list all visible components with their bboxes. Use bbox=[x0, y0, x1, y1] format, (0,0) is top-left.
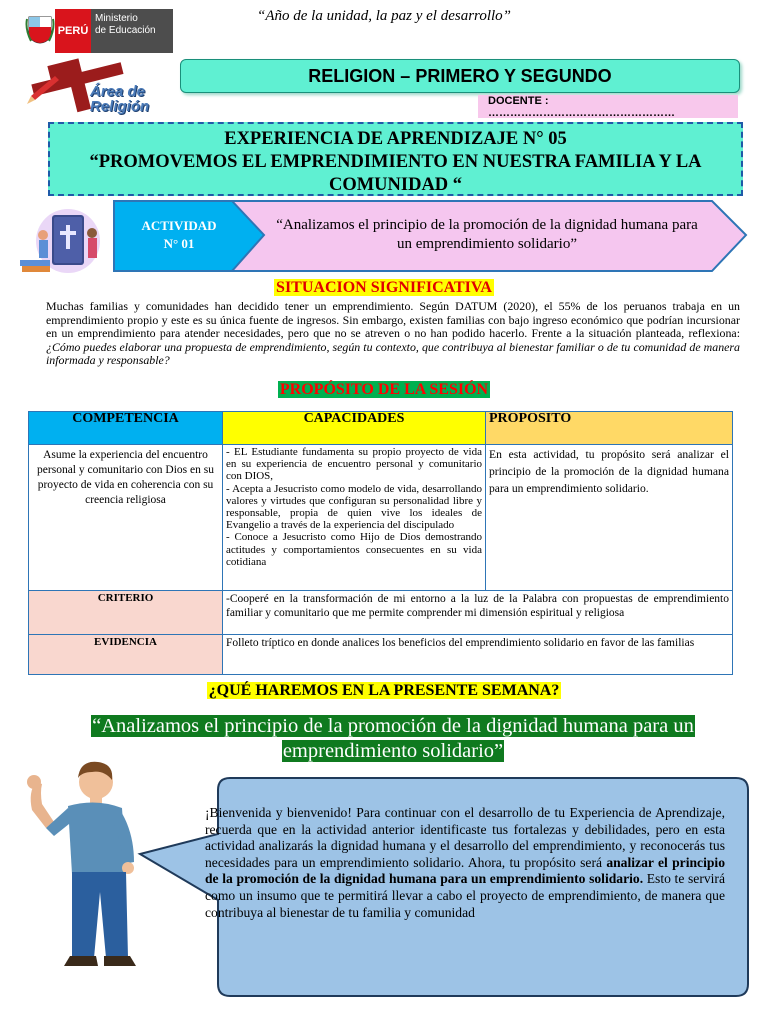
evidencia-label: EVIDENCIA bbox=[29, 635, 223, 675]
table-row bbox=[29, 445, 733, 591]
activity-title: “Analizamos el principio de la promoción de la dignidad humana para un emprendimiento solidario” bbox=[276, 217, 698, 252]
table-header-row bbox=[29, 412, 733, 445]
course-title: RELIGION – PRIMERO Y SEGUNDO bbox=[180, 59, 740, 93]
capacidades-cell bbox=[223, 445, 486, 591]
peru-label: PERÚ bbox=[55, 9, 91, 53]
situation-text: Muchas familias y comunidades han decidido tener un emprendimiento. Según DATUM (2020), el 55% de los peruanos trabaja en un emprendimiento propio y este es su única fuente de ingresos. Sin embargo, existen familias con bajo ingreso económico que podrían incursionar en un emprendimiento para atender necesidades, pero que no se atreven o no han podido hacerlo. Frente a la situación planteada, reflexiona: bbox=[46, 299, 740, 340]
ministry-line1: Ministerio bbox=[95, 13, 138, 24]
activity-label-line1: ACTIVIDAD bbox=[141, 218, 217, 233]
evidencia-text: Folleto tríptico en donde analices los beneficios del emprendimiento solidario en favor de las familias bbox=[223, 635, 733, 675]
week-heading bbox=[0, 682, 768, 700]
bubble-bold-text: analizar el principio de la promoción de la dignidad humana para un emprendimiento solidario. bbox=[205, 854, 725, 887]
area-title bbox=[90, 84, 149, 114]
purpose-table bbox=[28, 411, 733, 675]
bible-illustration-icon bbox=[18, 205, 108, 280]
capacidad-item: - EL Estudiante fundamenta su propio proyecto de vida en su experiencia de encuentro personal y comunitario con DIOS, bbox=[226, 446, 482, 483]
docente-field[interactable]: DOCENTE : …………………………………………… bbox=[478, 95, 738, 118]
table-row bbox=[29, 635, 733, 675]
situation-heading bbox=[0, 279, 768, 297]
header-competencia: COMPETENCIA bbox=[29, 412, 223, 445]
capacidad-item: - Acepta a Jesucristo como modelo de vida, desarrollando valores y virtudes que configuran su personalidad libre y responsable, propia de quien vive los ideales de Evangelio a través de la experiencia del discipulado bbox=[226, 482, 482, 532]
big-title: “Analizamos el principio de la promoción de la dignidad humana para un emprendimiento solidario” bbox=[92, 715, 694, 762]
capacidad-item: - Conoce a Jesucristo como Hijo de Dios demostrando actitudes y comportamientos consecuentes en su vida cotidiana bbox=[226, 531, 482, 568]
motto: “Año de la unidad, la paz y el desarrollo” bbox=[256, 8, 512, 24]
minedu-logo bbox=[25, 9, 173, 53]
table-row bbox=[29, 591, 733, 635]
experience-title: “PROMOVEMOS EL EMPRENDIMIENTO EN NUESTRA FAMILIA Y LA COMUNIDAD “ bbox=[89, 152, 702, 195]
criterio-text: -Cooperé en la transformación de mi entorno a la luz de la Palabra con propuestas de emprendimiento familiar y comunitario que me permite comprender mi dimensión espiritual y religiosa bbox=[223, 591, 733, 635]
experience-number: EXPERIENCIA DE APRENDIZAJE N° 05 bbox=[224, 129, 567, 149]
ministry-label bbox=[91, 9, 173, 53]
purpose-heading bbox=[0, 381, 768, 399]
proposito-cell: En esta actividad, tu propósito será analizar el principio de la promoción de la dignidad humana para un emprendimiento solidario. bbox=[486, 445, 733, 591]
criterio-label: CRITERIO bbox=[29, 591, 223, 635]
bubble-text-part2: Esto te servirá como un insumo que te permitirá llevar a cabo el proyecto de emprendimiento, de manera que contribuya al bienestar de tu familia y comunidad bbox=[205, 871, 725, 920]
peru-shield-icon bbox=[25, 9, 55, 53]
header-capacidades: CAPACIDADES bbox=[223, 412, 486, 445]
big-title-block bbox=[48, 714, 738, 764]
ministry-line2: de Educación bbox=[95, 25, 156, 36]
bubble-text-part1: ¡Bienvenida y bienvenido! Para continuar con el desarrollo de tu Experiencia de Aprendizaje, recuerda que en la actividad anterior identificaste tus fortalezas y debilidades, pero en esta actividad analizarás la dignidad humana y el desarrollo del emprendimiento, y reconocerás tus necesidades para un emprendimiento solidario. Ahora, tu propósito será bbox=[205, 805, 725, 870]
competencia-cell bbox=[29, 445, 223, 591]
area-line2: Religión bbox=[90, 98, 150, 115]
activity-label-line2: N° 01 bbox=[163, 236, 195, 251]
situation-question: ¿Cómo puedes elaborar una propuesta de emprendimiento, según tu contexto, que contribuya al bienestar familiar o de tu comunidad de manera informada y responsable? bbox=[46, 339, 740, 367]
activity-label bbox=[128, 217, 230, 253]
purpose-title: PROPÓSITO DE LA SESIÓN bbox=[279, 381, 489, 398]
experience-box bbox=[48, 122, 743, 196]
area-line1: Área de bbox=[90, 83, 146, 100]
header-proposito: PROPOSITO bbox=[486, 412, 733, 445]
bubble-text bbox=[205, 805, 725, 921]
situation-paragraph bbox=[46, 300, 740, 368]
situation-title: SITUACION SIGNIFICATIVA bbox=[276, 279, 492, 296]
competencia-text: Asume la experiencia del encuentro personal y comunitario con Dios en su proyecto de vida en coherencia con su creencia religiosa bbox=[37, 449, 214, 506]
boy-waving-icon bbox=[16, 752, 146, 977]
week-title: ¿QUÉ HAREMOS EN LA PRESENTE SEMANA? bbox=[208, 682, 560, 699]
